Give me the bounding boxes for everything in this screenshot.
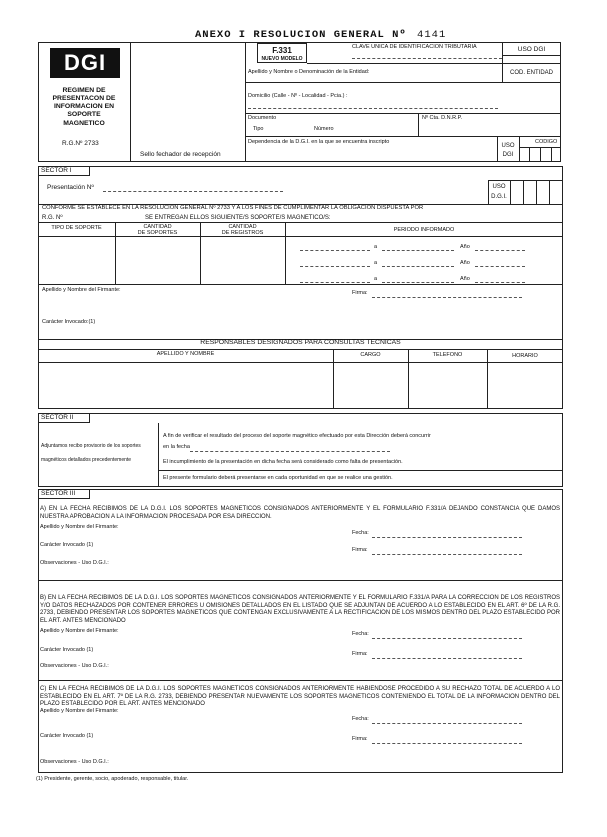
clave-label: CLAVE UNICA DE IDENTIFICACION TRIBUTARIA	[352, 44, 477, 50]
col-cant-soportes: CANTIDAD DE SOPORTES	[137, 224, 178, 237]
s2-line-4: El presente formulario deberá presentarse en cada oportunidad en que se realice una gestión.	[163, 475, 393, 481]
conforme-text: CONFORME SE ESTABLECE EN LA RESOLUCION GENERAL Nº 2733 Y A LOS FINES DE CUMPLIMENTAR LA OBLIGACION DISPUESTA POR	[42, 205, 424, 211]
dgi-logo: DGI	[50, 48, 120, 78]
cta-dnrp-label: Nº Cta. D.N.R.P.	[422, 115, 463, 121]
s3-b-caracter: Carácter Invocado (1)	[40, 647, 94, 653]
s3-a-text: A) EN LA FECHA RECIBIMOS DE LA D.G.I. LOS SOPORTES MAGNETICOS CONSIGNADOS ANTERIORMENTE Y EL FORMULARIO F.331/A DEJANDO CONSTANCIA QUE DAMOS NUESTRA APROBACION A LA INFORMACION PROCESADA POR ESA DIRECCION.	[40, 506, 560, 520]
s3-b-text: B) EN LA FECHA RECIBIMOS DE LA D.G.I. LOS SOPORTES MAGNETICOS CONSIGNADOS ANTERIORMENTE Y EL FORMULARIO F.331/A PARA LA CORRECCION DE LOS REGISTROS Y/O DATOS RECHAZADOS POR CONTENER ERRORES U OMISIONES DETALLADOS EN EL LISTADO QUE SE ADJUNTAN DE ACUERDO A LO ESTABLECIDO EN EL ART. 6º DE LA R.G. 2733, DEBIENDO PRESENTAR LOS SOPORTES MAGNETICOS QUE CONTENGAN EXCLUSIVAMENTE A LA RECTIFICACION DE LOS MISMOS DENTRO DEL PLAZO ESTABLECIDO POR EL ART. ANTES MENCIONADO	[40, 595, 560, 624]
periodo-a-3: a	[374, 276, 378, 282]
sello-label: Sello fechador de recepción	[140, 151, 221, 158]
s3-a-observaciones: Observaciones - Uso D.G.I.:	[40, 560, 109, 566]
apellido-entidad-label: Apellido y Nombre o Denominación de la Entidad:	[248, 69, 370, 75]
s1-caracter-label: Carácter Invocado:(1)	[42, 319, 96, 325]
s2-line-1: A fin de verificar el resultado del proceso del soporte magnético efectuado por esta Dirección deberá concurrir	[163, 433, 431, 439]
s2-line-2: en la fecha	[163, 444, 190, 450]
s3-c-firma: Firma:	[352, 736, 368, 742]
dependencia-label: Dependencia de la D.G.I. en la que se encuentra inscripto	[248, 139, 390, 145]
entregan-text: SE ENTREGAN ELLOS SIGUIENTE/S SOPORTE/S MAGNETICO/S:	[145, 215, 331, 221]
rg-number: R.G.Nº 2733	[62, 140, 99, 147]
cod-entidad-label: COD. ENTIDAD	[509, 70, 553, 76]
title-text: ANEXO I RESOLUCION GENERAL Nº	[195, 29, 407, 41]
regimen-label: REGIMEN DE PRESENTACON DE INFORMACION EN SOPORTE MAGNETICO	[52, 87, 116, 127]
periodo-year-2: Año	[460, 260, 470, 266]
col-horario: HORARIO	[512, 353, 538, 359]
documento-label: Documento	[248, 115, 277, 121]
s3-b-fecha: Fecha:	[352, 631, 369, 637]
s3-c-text: C) EN LA FECHA RECIBIMOS DE LA D.G.I. LOS SOPORTES MAGNETICOS CONSIGNADOS ANTERIORMENTE HABIENDOSE PROCEDIDO A SU RECHAZO TOTAL DE ACUERDO A LO ESTABLECIDO EN EL ART. 7º DE LA R.G. 2733, DEBIENDO PRESENTAR NUEVAMENTE LOS SOPORTES MAGNETICOS CONTENIENDO EL TOTAL DE LA INFORMACION DENTRO DEL PLAZO ESTABLECIDO POR EL ART. ANTES MENCIONADO	[40, 686, 560, 707]
dgi-label: DGI	[502, 152, 514, 158]
codigo-label: CODIGO	[535, 139, 558, 145]
periodo-year-3: Año	[460, 276, 470, 282]
col-telefono: TELEFONO	[432, 352, 463, 358]
s3-b-observaciones: Observaciones - Uso D.G.I.:	[40, 663, 109, 669]
s3-b-firma: Firma:	[352, 651, 368, 657]
s3-c-observaciones: Observaciones - Uso D.G.I.:	[40, 759, 109, 765]
tipo-label: Tipo	[253, 126, 264, 132]
numero-label: Número	[314, 126, 334, 132]
s3-a-fecha: Fecha:	[352, 530, 369, 536]
periodo-year-1: Año	[460, 244, 470, 250]
s3-c-fecha: Fecha:	[352, 716, 369, 722]
s2-line-3: El incumplimiento de la presentación en dicha fecha será considerado como falta de presentación.	[163, 459, 403, 465]
s3-c-firmante: Apellido y Nombre del Firmante:	[40, 708, 119, 714]
uso-dgi-label: USO DGI	[517, 46, 546, 53]
s1-uso: USO	[492, 184, 506, 190]
col-cant-registros: CANTIDAD DE REGISTROS	[221, 224, 264, 237]
footnote: (1) Presidente, gerente, socio, apoderado, responsable, titular.	[36, 776, 189, 782]
periodo-a-2: a	[374, 260, 378, 266]
rg-label: R.G. Nº	[42, 215, 63, 221]
s2-left-1: Adjuntamos recibo provisorio de los soportes	[41, 443, 141, 449]
col-tipo-soporte: TIPO DE SOPORTE	[51, 225, 102, 231]
uso-label: USO	[501, 143, 515, 149]
form-title	[195, 30, 446, 41]
s1-firma-label: Firma:	[352, 290, 368, 296]
s3-a-firmante: Apellido y Nombre del Firmante:	[40, 524, 119, 530]
s3-a-firma: Firma:	[352, 547, 368, 553]
s3-a-caracter: Carácter Invocado (1)	[40, 542, 94, 548]
s1-dgi: D.G.I.	[491, 194, 507, 200]
sector-3-label: SECTOR III	[41, 490, 76, 497]
periodo-a-1: a	[374, 244, 378, 250]
form-code: F.331	[272, 46, 292, 55]
s2-left-2: magnéticos detallados precedentemente	[41, 457, 132, 463]
resolution-number: 4141	[417, 29, 447, 41]
domicilio-label: Domicilio (Calle - Nº - Localidad - Pcia.) :	[248, 93, 348, 99]
col-cargo: CARGO	[360, 352, 381, 358]
s1-firmante-label: Apellido y Nombre del Firmante:	[42, 287, 121, 293]
responsables-title: RESPONSABLES DESIGNADOS PARA CONSULTAS TECNICAS	[200, 339, 401, 346]
sector-1-label: SECTOR I	[41, 167, 72, 174]
s3-b-firmante: Apellido y Nombre del Firmante:	[40, 628, 119, 634]
col-apellido: APELLIDO Y NOMBRE	[156, 351, 215, 357]
form-model: NUEVO MODELO	[261, 56, 303, 62]
presentacion-label: Presentación Nº	[47, 184, 94, 191]
col-periodo: PERIODO INFORMADO	[393, 227, 455, 233]
s3-c-caracter: Carácter Invocado (1)	[40, 733, 94, 739]
sector-2-label: SECTOR II	[41, 414, 74, 421]
